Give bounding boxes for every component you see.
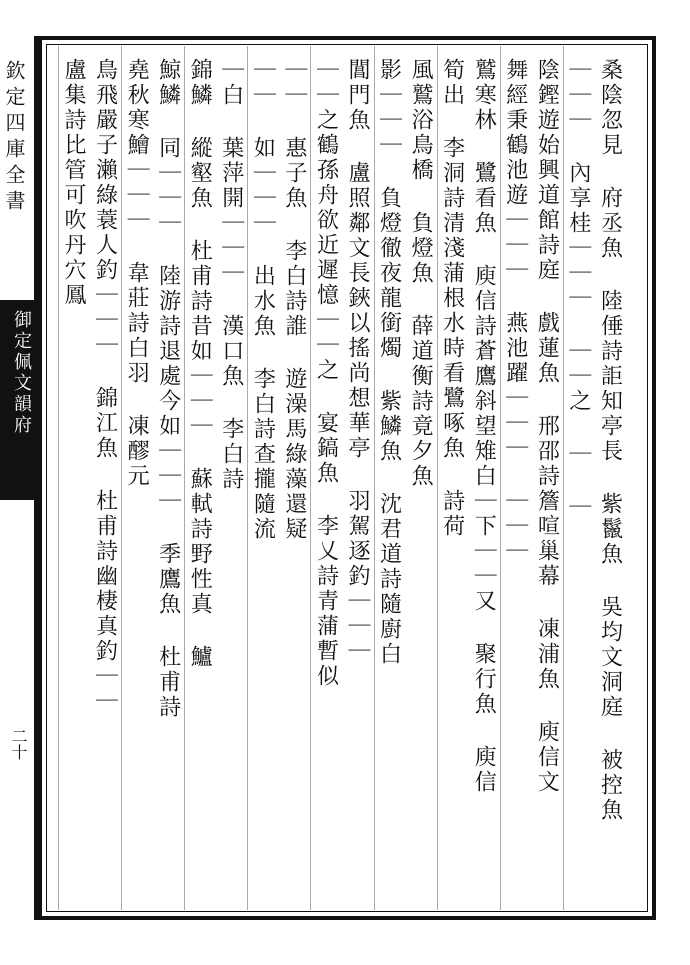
text-column: ｜｜之鶴孫舟欲近遲憶｜｜之 宴鎬魚 李乂詩青蒲暫似 xyxy=(313,58,339,689)
text-column: 陰鏗遊始興道館詩庭 戲蓮魚 邢邵詩簷喧巢幕 凍浦魚 庾信文 xyxy=(534,58,560,795)
text-column: 閶門魚 盧照鄰文長鋏以搖尚想華亭 羽駕逐釣｜｜｜ xyxy=(345,58,370,664)
text-column: 鯨鱗 同｜｜｜ 陸游詩退處今如｜｜｜ 季鷹魚 杜甫詩 xyxy=(155,58,181,720)
text-column: 影｜｜｜ 負燈徹夜龍銜燭 紫鱗魚 沈君道詩隨廚白 xyxy=(376,58,402,667)
column-rule xyxy=(121,46,122,910)
text-column: ｜｜ 如｜｜｜ 出水魚 李白詩查攏隨流 xyxy=(250,58,276,542)
text-column: 風鷲浴鳥橋 負燈魚 薛道衡詩竟夕魚 xyxy=(408,58,434,489)
book-title: 欽定四庫全書 xyxy=(2,60,26,216)
text-column: 堯秋寒鱠｜｜｜ 韋莊詩白羽 凍醪元 xyxy=(124,58,150,489)
text-column: 筍出 李洞詩清淺蒲根水時看鷺啄魚 詩荷 xyxy=(439,58,465,539)
page-number: 二十 xyxy=(9,728,28,760)
text-column: 鳥飛嚴子瀨綠蓑人釣｜｜｜ 錦江魚 杜甫詩幽棲真釣｜｜ xyxy=(92,58,118,714)
column-rule xyxy=(58,46,59,910)
column-rule xyxy=(500,46,501,910)
column-rule xyxy=(247,46,248,910)
text-column: 舞經秉鶴池遊｜｜｜ 燕池躍｜｜｜ ｜｜｜ xyxy=(502,58,528,564)
text-column: 桑陰忽見 府丞魚 陸倕詩詎知亭長 紫鬣魚 吳均文洞庭 被控魚 xyxy=(597,58,623,823)
text-column: ｜白 葉萍開｜｜｜ 漢口魚 李白詩 xyxy=(218,58,244,492)
text-column: ｜｜ 惠子魚 李白詩誰 遊澡馬綠藻還疑 xyxy=(281,58,307,542)
volume-label: 御定佩文韻府 xyxy=(11,310,32,436)
text-column: 錦鱗 縱壑魚 杜甫詩昔如｜｜｜ 蘇軾詩野性真 鱸 xyxy=(187,58,213,670)
text-column: 鷲寒林 鷺看魚 庾信詩蒼鷹斜望雉白｜下｜｜又 聚行魚 庾信 xyxy=(471,58,497,795)
column-rule xyxy=(563,46,564,910)
column-rule xyxy=(374,46,375,910)
column-rule xyxy=(437,46,438,910)
column-rule xyxy=(310,46,311,910)
text-column: 盧集詩比管可吹丹穴鳳 xyxy=(61,58,86,308)
column-rule xyxy=(184,46,185,910)
text-column: ｜｜｜ 內享桂｜｜｜ ｜｜之 ｜ ｜ xyxy=(565,58,591,520)
